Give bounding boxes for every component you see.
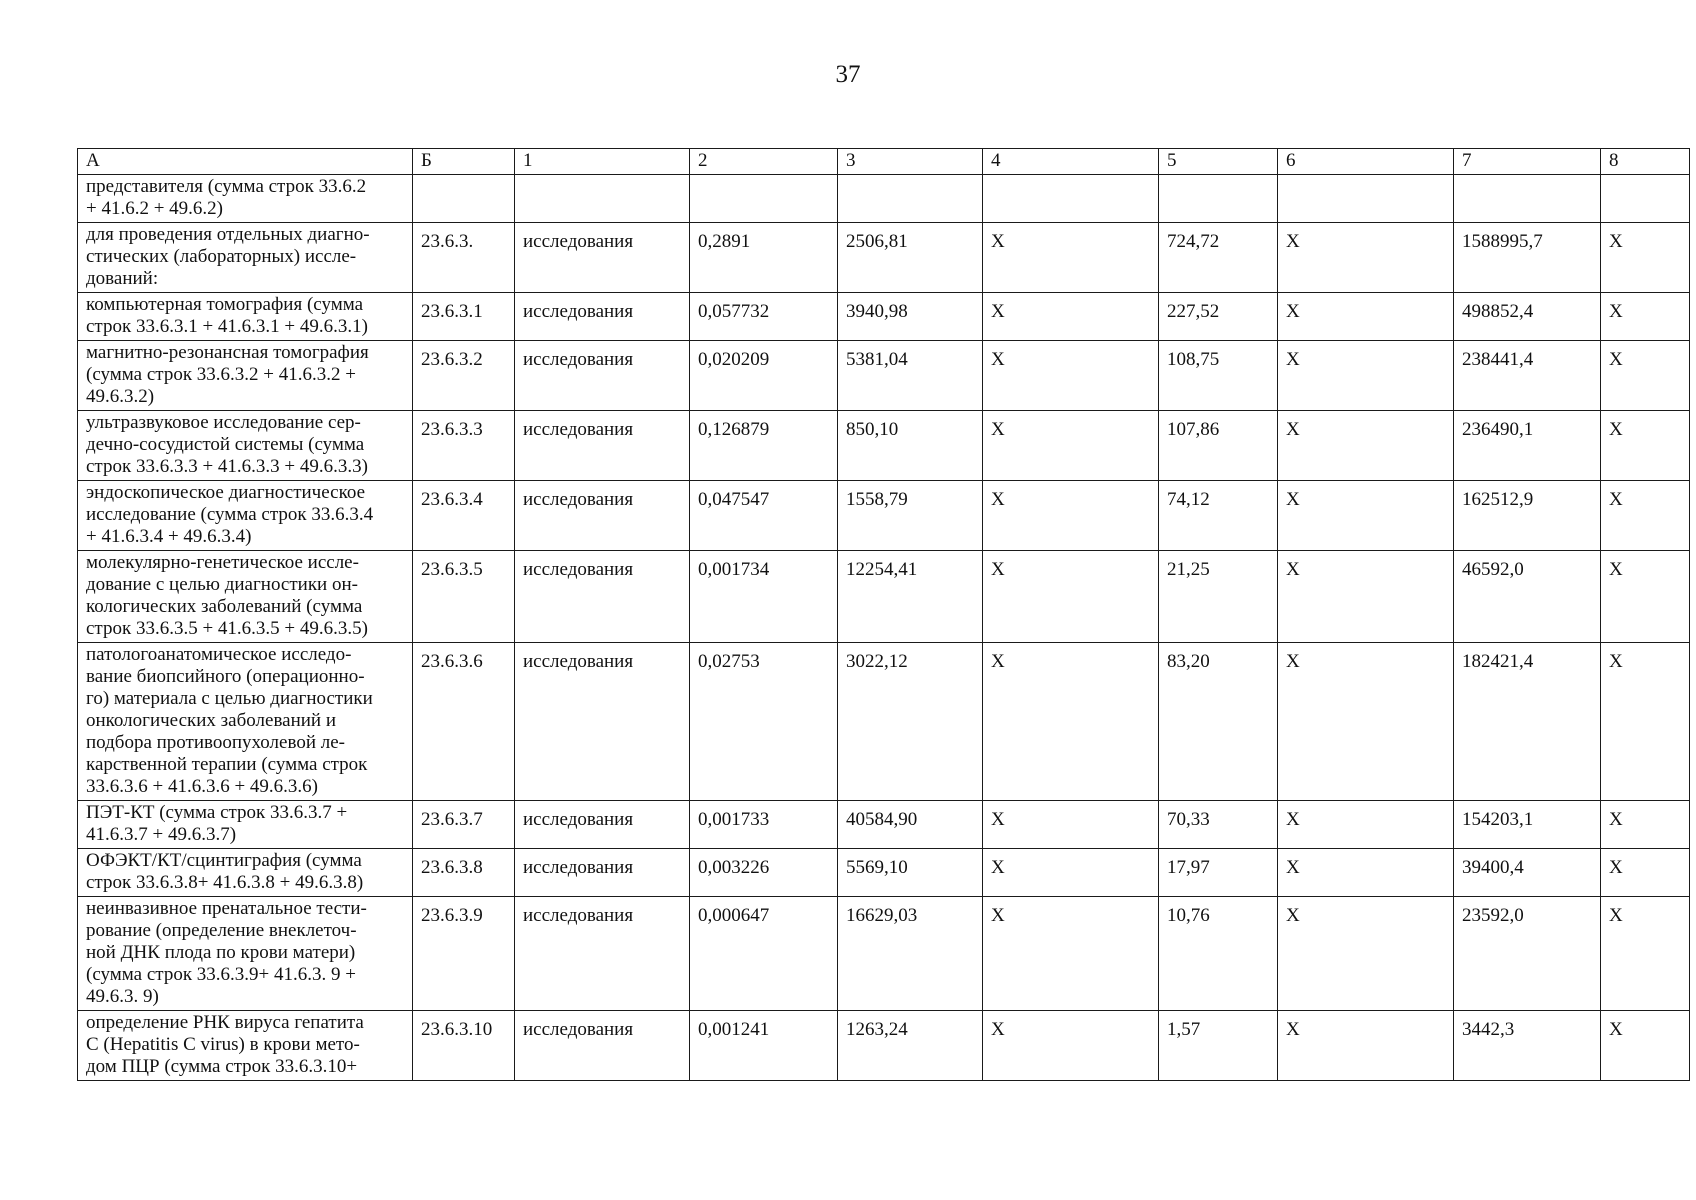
description-line: эндоскопическое диагностическое <box>86 482 366 503</box>
col-7-value: 182421,4 <box>1454 643 1601 801</box>
col-3-value: 5381,04 <box>838 341 983 411</box>
row-description <box>78 897 413 1011</box>
col-7-value: 23592,0 <box>1454 897 1601 1011</box>
col-5-value: 227,52 <box>1159 293 1278 341</box>
row-code: 23.6.3.7 <box>413 801 515 849</box>
col-7-value: 46592,0 <box>1454 551 1601 643</box>
col-7-value: 236490,1 <box>1454 411 1601 481</box>
col-4-value: X <box>983 223 1159 293</box>
page-number: 37 <box>835 61 861 88</box>
row-code: 23.6.3.1 <box>413 293 515 341</box>
col-8-value: X <box>1601 223 1690 293</box>
header-cell-a: А <box>78 149 413 175</box>
col-2-value: 0,2891 <box>690 223 838 293</box>
col-3-value: 40584,90 <box>838 801 983 849</box>
col-7-value: 3442,3 <box>1454 1011 1601 1081</box>
unit <box>515 175 690 223</box>
header-cell-b: Б <box>413 149 515 175</box>
table-row <box>78 175 1690 223</box>
col-3-value: 850,10 <box>838 411 983 481</box>
description-line: ОФЭКТ/КТ/сцинтиграфия (сумма <box>86 850 362 871</box>
row-code: 23.6.3.10 <box>413 1011 515 1081</box>
col-8-value: X <box>1601 1011 1690 1081</box>
col-7-value: 1588995,7 <box>1454 223 1601 293</box>
col-4-value: X <box>983 411 1159 481</box>
row-code: 23.6.3.8 <box>413 849 515 897</box>
header-cell-1: 1 <box>515 149 690 175</box>
col-6-value: X <box>1278 223 1454 293</box>
description-line: го) материала с целью диагностики <box>86 688 373 709</box>
description-line: дечно-сосудистой системы (сумма <box>86 434 365 455</box>
description-line: C (Hepatitis C virus) в крови мето- <box>86 1034 360 1055</box>
col-7-value: 162512,9 <box>1454 481 1601 551</box>
row-code: 23.6.3.5 <box>413 551 515 643</box>
col-5-value: 74,12 <box>1159 481 1278 551</box>
unit: исследования <box>515 411 690 481</box>
col-8-value <box>1601 175 1690 223</box>
col-6-value: X <box>1278 293 1454 341</box>
col-4-value: X <box>983 643 1159 801</box>
description-line: патологоанатомическое исследо- <box>86 644 352 665</box>
col-5-value: 21,25 <box>1159 551 1278 643</box>
col-8-value: X <box>1601 643 1690 801</box>
col-8-value: X <box>1601 481 1690 551</box>
description-line: (сумма строк 33.6.3.9+ 41.6.3. 9 + <box>86 964 356 985</box>
col-4-value: X <box>983 551 1159 643</box>
unit: исследования <box>515 1011 690 1081</box>
description-line: исследование (сумма строк 33.6.3.4 <box>86 504 374 525</box>
col-4-value: X <box>983 897 1159 1011</box>
col-3-value: 1558,79 <box>838 481 983 551</box>
header-cell-5: 5 <box>1159 149 1278 175</box>
row-code <box>413 175 515 223</box>
table-row <box>78 551 1690 643</box>
col-4-value: X <box>983 1011 1159 1081</box>
description-line: карственной терапии (сумма строк <box>86 754 368 775</box>
col-3-value: 12254,41 <box>838 551 983 643</box>
description-line: определение РНК вируса гепатита <box>86 1012 364 1033</box>
description-line: онкологических заболеваний и <box>86 710 337 731</box>
col-3-value: 16629,03 <box>838 897 983 1011</box>
col-7-value: 39400,4 <box>1454 849 1601 897</box>
col-2-value: 0,003226 <box>690 849 838 897</box>
col-2-value <box>690 175 838 223</box>
col-5-value: 17,97 <box>1159 849 1278 897</box>
row-code: 23.6.3.2 <box>413 341 515 411</box>
col-6-value: X <box>1278 849 1454 897</box>
col-8-value: X <box>1601 897 1690 1011</box>
header-cell-2: 2 <box>690 149 838 175</box>
table-row <box>78 293 1690 341</box>
row-description <box>78 643 413 801</box>
description-line: + 41.6.3.4 + 49.6.3.4) <box>86 526 252 547</box>
row-description <box>78 341 413 411</box>
row-description <box>78 481 413 551</box>
col-6-value: X <box>1278 411 1454 481</box>
col-3-value: 5569,10 <box>838 849 983 897</box>
description-line: подбора противоопухолевой ле- <box>86 732 345 753</box>
description-line: строк 33.6.3.8+ 41.6.3.8 + 49.6.3.8) <box>86 872 364 893</box>
unit: исследования <box>515 643 690 801</box>
col-2-value: 0,126879 <box>690 411 838 481</box>
col-5-value: 108,75 <box>1159 341 1278 411</box>
description-line: компьютерная томография (сумма <box>86 294 364 315</box>
col-2-value: 0,057732 <box>690 293 838 341</box>
description-line: магнитно-резонансная томография <box>86 342 369 363</box>
row-code: 23.6.3.6 <box>413 643 515 801</box>
col-6-value: X <box>1278 341 1454 411</box>
col-3-value: 3022,12 <box>838 643 983 801</box>
col-8-value: X <box>1601 801 1690 849</box>
col-4-value: X <box>983 341 1159 411</box>
col-8-value: X <box>1601 293 1690 341</box>
col-2-value: 0,02753 <box>690 643 838 801</box>
col-3-value: 1263,24 <box>838 1011 983 1081</box>
col-6-value <box>1278 175 1454 223</box>
col-7-value: 238441,4 <box>1454 341 1601 411</box>
table-row <box>78 1011 1690 1081</box>
col-8-value: X <box>1601 341 1690 411</box>
description-line: ПЭТ-КТ (сумма строк 33.6.3.7 + <box>86 802 348 823</box>
description-line: для проведения отдельных диагно- <box>86 224 370 245</box>
row-description <box>78 223 413 293</box>
col-7-value <box>1454 175 1601 223</box>
col-4-value: X <box>983 481 1159 551</box>
row-description <box>78 801 413 849</box>
table-row <box>78 223 1690 293</box>
description-line: (сумма строк 33.6.3.2 + 41.6.3.2 + <box>86 364 356 385</box>
description-line: дований: <box>86 268 159 289</box>
row-code: 23.6.3.3 <box>413 411 515 481</box>
table-row <box>78 897 1690 1011</box>
col-4-value <box>983 175 1159 223</box>
col-5-value: 10,76 <box>1159 897 1278 1011</box>
row-description <box>78 849 413 897</box>
col-3-value: 2506,81 <box>838 223 983 293</box>
table-row <box>78 341 1690 411</box>
row-code: 23.6.3.9 <box>413 897 515 1011</box>
header-cell-3: 3 <box>838 149 983 175</box>
col-5-value <box>1159 175 1278 223</box>
col-2-value: 0,001734 <box>690 551 838 643</box>
description-line: дование с целью диагностики он- <box>86 574 358 595</box>
row-description <box>78 411 413 481</box>
col-6-value: X <box>1278 643 1454 801</box>
col-7-value: 498852,4 <box>1454 293 1601 341</box>
row-description <box>78 175 413 223</box>
description-line: строк 33.6.3.5 + 41.6.3.5 + 49.6.3.5) <box>86 618 368 639</box>
description-line: ной ДНК плода по крови матери) <box>86 942 356 963</box>
col-2-value: 0,047547 <box>690 481 838 551</box>
col-2-value: 0,020209 <box>690 341 838 411</box>
description-line: 33.6.3.6 + 41.6.3.6 + 49.6.3.6) <box>86 776 319 797</box>
description-line: 49.6.3.2) <box>86 386 155 407</box>
unit: исследования <box>515 897 690 1011</box>
col-8-value: X <box>1601 411 1690 481</box>
col-3-value <box>838 175 983 223</box>
col-4-value: X <box>983 849 1159 897</box>
col-4-value: X <box>983 801 1159 849</box>
header-row <box>78 149 1690 175</box>
row-description <box>78 293 413 341</box>
unit: исследования <box>515 801 690 849</box>
col-5-value: 1,57 <box>1159 1011 1278 1081</box>
description-line: молекулярно-генетическое иссле- <box>86 552 359 573</box>
table-header <box>78 149 1690 175</box>
col-7-value: 154203,1 <box>1454 801 1601 849</box>
col-2-value: 0,001241 <box>690 1011 838 1081</box>
description-line: 49.6.3. 9) <box>86 986 159 1007</box>
description-line: рование (определение внеклеточ- <box>86 920 357 941</box>
description-line: дом ПЦР (сумма строк 33.6.3.10+ <box>86 1056 358 1077</box>
col-6-value: X <box>1278 551 1454 643</box>
table-row <box>78 849 1690 897</box>
description-line: неинвазивное пренатальное тести- <box>86 898 367 919</box>
description-line: ультразвуковое исследование сер- <box>86 412 361 433</box>
col-6-value: X <box>1278 1011 1454 1081</box>
description-line: кологических заболеваний (сумма <box>86 596 363 617</box>
col-5-value: 107,86 <box>1159 411 1278 481</box>
description-line: + 41.6.2 + 49.6.2) <box>86 198 224 219</box>
unit: исследования <box>515 293 690 341</box>
header-cell-8: 8 <box>1601 149 1690 175</box>
header-cell-7: 7 <box>1454 149 1601 175</box>
table-row <box>78 411 1690 481</box>
row-code: 23.6.3.4 <box>413 481 515 551</box>
col-6-value: X <box>1278 481 1454 551</box>
col-5-value: 83,20 <box>1159 643 1278 801</box>
table-row <box>78 481 1690 551</box>
col-5-value: 70,33 <box>1159 801 1278 849</box>
col-5-value: 724,72 <box>1159 223 1278 293</box>
header-cell-4: 4 <box>983 149 1159 175</box>
unit: исследования <box>515 849 690 897</box>
col-3-value: 3940,98 <box>838 293 983 341</box>
row-code: 23.6.3. <box>413 223 515 293</box>
row-description <box>78 1011 413 1081</box>
col-6-value: X <box>1278 801 1454 849</box>
description-line: 41.6.3.7 + 49.6.3.7) <box>86 824 237 845</box>
col-6-value: X <box>1278 897 1454 1011</box>
row-description <box>78 551 413 643</box>
header-cell-6: 6 <box>1278 149 1454 175</box>
table-body <box>78 175 1690 1081</box>
description-line: строк 33.6.3.1 + 41.6.3.1 + 49.6.3.1) <box>86 316 368 337</box>
description-line: вание биопсийного (операционно- <box>86 666 365 687</box>
description-line: стических (лабораторных) иссле- <box>86 246 357 267</box>
description-line: строк 33.6.3.3 + 41.6.3.3 + 49.6.3.3) <box>86 456 368 477</box>
col-2-value: 0,001733 <box>690 801 838 849</box>
table-row <box>78 643 1690 801</box>
table-row <box>78 801 1690 849</box>
data-table <box>77 148 1690 1081</box>
col-8-value: X <box>1601 849 1690 897</box>
col-2-value: 0,000647 <box>690 897 838 1011</box>
unit: исследования <box>515 551 690 643</box>
unit: исследования <box>515 481 690 551</box>
col-4-value: X <box>983 293 1159 341</box>
unit: исследования <box>515 341 690 411</box>
description-line: представителя (сумма строк 33.6.2 <box>86 176 367 197</box>
col-8-value: X <box>1601 551 1690 643</box>
unit: исследования <box>515 223 690 293</box>
